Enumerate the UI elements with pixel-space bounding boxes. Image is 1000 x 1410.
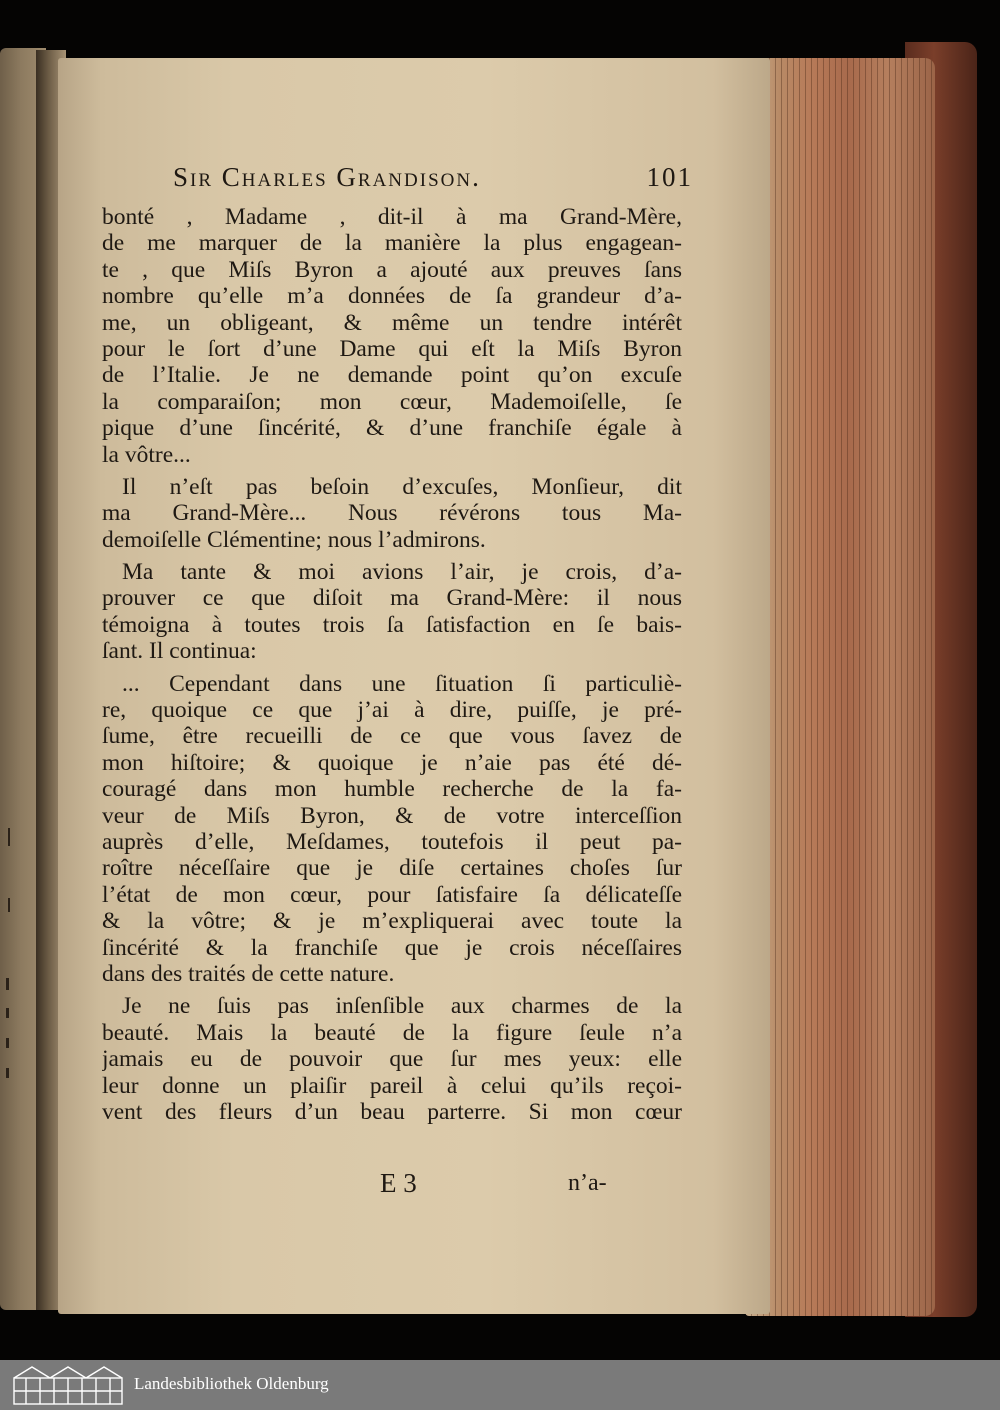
text-line: la vôtre... xyxy=(102,441,191,468)
text-line: jamais eu de pouvoir que ſur mes yeux: elle xyxy=(102,1046,682,1073)
text-line: ma Grand-Mère... Nous révérons tous Ma- xyxy=(102,500,682,527)
text-line: pour le ſort d’une Dame qui eſt la Miſs Byron xyxy=(102,335,682,362)
book-page xyxy=(58,58,770,1314)
library-banner xyxy=(0,1360,1000,1410)
text-line: veur de Miſs Byron, & de votre interceſſion xyxy=(102,802,682,829)
page-block-fore-edge xyxy=(745,58,935,1316)
text-line: roître néceſſaire que je diſe certaines choſes ſur xyxy=(102,855,682,882)
text-line: couragé dans mon humble recherche de la fa- xyxy=(102,776,682,803)
catchword: n’a- xyxy=(568,1170,607,1196)
text-line: auprès d’elle, Meſdames, toutefois il peut pa- xyxy=(102,828,682,855)
text-line: me, un obligeant, & même un tendre intérêt xyxy=(102,309,682,336)
text-line: & la vôtre; & je m’expliquerai avec toute la xyxy=(102,908,682,935)
text-line: pique d’une ſincérité, & d’une franchiſe égale à xyxy=(102,415,682,442)
library-building-icon xyxy=(12,1364,124,1406)
running-title: Sir Charles Grandison. xyxy=(173,162,481,192)
text-line: te , que Miſs Byron a ajouté aux preuves ſans xyxy=(102,256,682,283)
text-line: dans des traités de cette nature. xyxy=(102,960,395,987)
body-text xyxy=(102,204,682,1125)
text-line: ſincérité & la franchiſe que je crois néceſſaires xyxy=(102,934,682,961)
text-line: demoiſelle Clémentine; nous l’admirons. xyxy=(102,526,486,553)
text-line: mon hiſtoire; & quoique je n’aie pas été dé- xyxy=(102,749,682,776)
text-line: re, quoique ce que j’ai à dire, puiſſe, je pré- xyxy=(102,697,682,724)
text-line: ſume, être recueilli de ce que vous ſavez de xyxy=(102,723,682,750)
page-footer xyxy=(58,1168,770,1198)
text-line: la comparaiſon; mon cœur, Mademoiſelle, ſe xyxy=(102,388,682,415)
text-line: Je ne ſuis pas inſenſible aux charmes de la xyxy=(122,993,682,1020)
page-number: 101 xyxy=(646,162,693,192)
text-line: témoigna à toutes trois ſa ſatisfaction en ſe bais- xyxy=(102,611,682,638)
text-line: ... Cependant dans une ſituation ſi particuliè- xyxy=(122,670,682,697)
page-header xyxy=(173,162,693,196)
text-line: leur donne un plaiſir pareil à celui qu’ils reçoi- xyxy=(102,1072,682,1099)
text-line: ſant. Il continua: xyxy=(102,638,257,665)
text-line: nombre qu’elle m’a données de ſa grandeur d’a- xyxy=(102,283,682,310)
text-line: bonté , Madame , dit-il à ma Grand-Mère, xyxy=(102,204,682,230)
text-line: Il n’eſt pas beſoin d’excuſes, Monſieur, dit xyxy=(122,473,682,500)
text-line: beauté. Mais la beauté de la figure ſeule n’a xyxy=(102,1019,682,1046)
text-line: Ma tante & moi avions l’air, je crois, d’a- xyxy=(122,559,682,586)
text-line: vent des fleurs d’un beau parterre. Si mon cœur xyxy=(102,1098,682,1125)
library-name: Landesbibliothek Oldenburg xyxy=(134,1374,329,1393)
text-line: l’état de mon cœur, pour ſatisfaire ſa délicateſſe xyxy=(102,881,682,908)
signature-mark: E 3 xyxy=(380,1168,417,1198)
text-line: de me marquer de la manière la plus engagean- xyxy=(102,230,682,257)
text-line: de l’Italie. Je ne demande point qu’on excuſe xyxy=(102,362,682,389)
text-line: prouver ce que diſoit ma Grand-Mère: il nous xyxy=(102,585,682,612)
